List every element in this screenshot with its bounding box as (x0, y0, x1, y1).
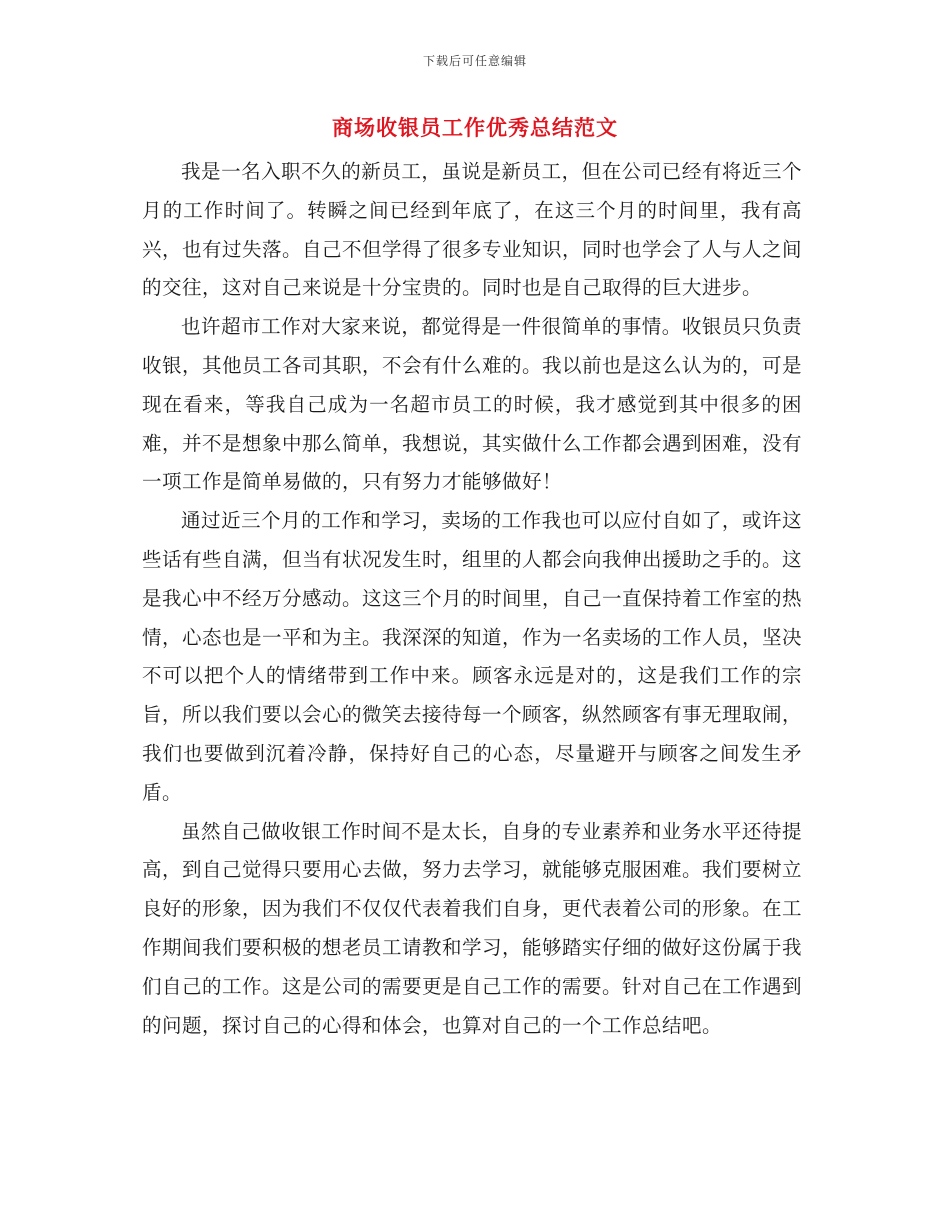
paragraph-4: 虽然自己做收银工作时间不是太长，自身的专业素养和业务水平还待提高，到自己觉得只要用心去做，努力去学习，就能够克服困难。我们要树立良好的形象，因为我们不仅仅代表着我们自身，更代表着公司的形象。在工作期间我们要积极的想老员工请教和学习，能够踏实仔细的做好这份属于我们自己的工作。这是公司的需要更是自己工作的需要。针对自己在工作遇到的问题，探讨自己的心得和体会，也算对自己的一个工作总结吧。 (142, 819, 803, 1037)
paragraph-1: 我是一名入职不久的新员工，虽说是新员工，但在公司已经有将近三个月的工作时间了。转瞬之间已经到年底了，在这三个月的时间里，我有高兴，也有过失落。自己不但学得了很多专业知识，同时也学会了人与人之间的交往，这对自己来说是十分宝贵的。同时也是自己取得的巨大进步。 (142, 160, 803, 300)
document-body (142, 153, 802, 1045)
page-header: 下载后可任意编辑 (422, 54, 527, 68)
paragraph-3: 通过近三个月的工作和学习，卖场的工作我也可以应付自如了，或许这些话有些自满，但当有状况发生时，组里的人都会向我伸出援助之手的。这是我心中不经万分感动。这这三个月的时间里，自己一直保持着工作室的热情，心态也是一平和为主。我深深的知道，作为一名卖场的工作人员，坚决不可以把个人的情绪带到工作中来。顾客永远是对的，这是我们工作的宗旨，所以我们要以会心的微笑去接待每一个顾客，纵然顾客有事无理取闹，我们也要做到沉着冷静，保持好自己的心态，尽量避开与顾客之间发生矛盾。 (142, 509, 803, 804)
paragraph-2: 也许超市工作对大家来说，都觉得是一件很简单的事情。收银员只负责收银，其他员工各司其职，不会有什么难的。我以前也是这么认为的，可是现在看来，等我自己成为一名超市员工的时候，我才感觉到其中很多的困难，并不是想象中那么简单，我想说，其实做什么工作都会遇到困难，没有一项工作是简单易做的，只有努力才能够做好！ (142, 315, 803, 494)
document-title: 商场收银员工作优秀总结范文 (332, 115, 618, 140)
